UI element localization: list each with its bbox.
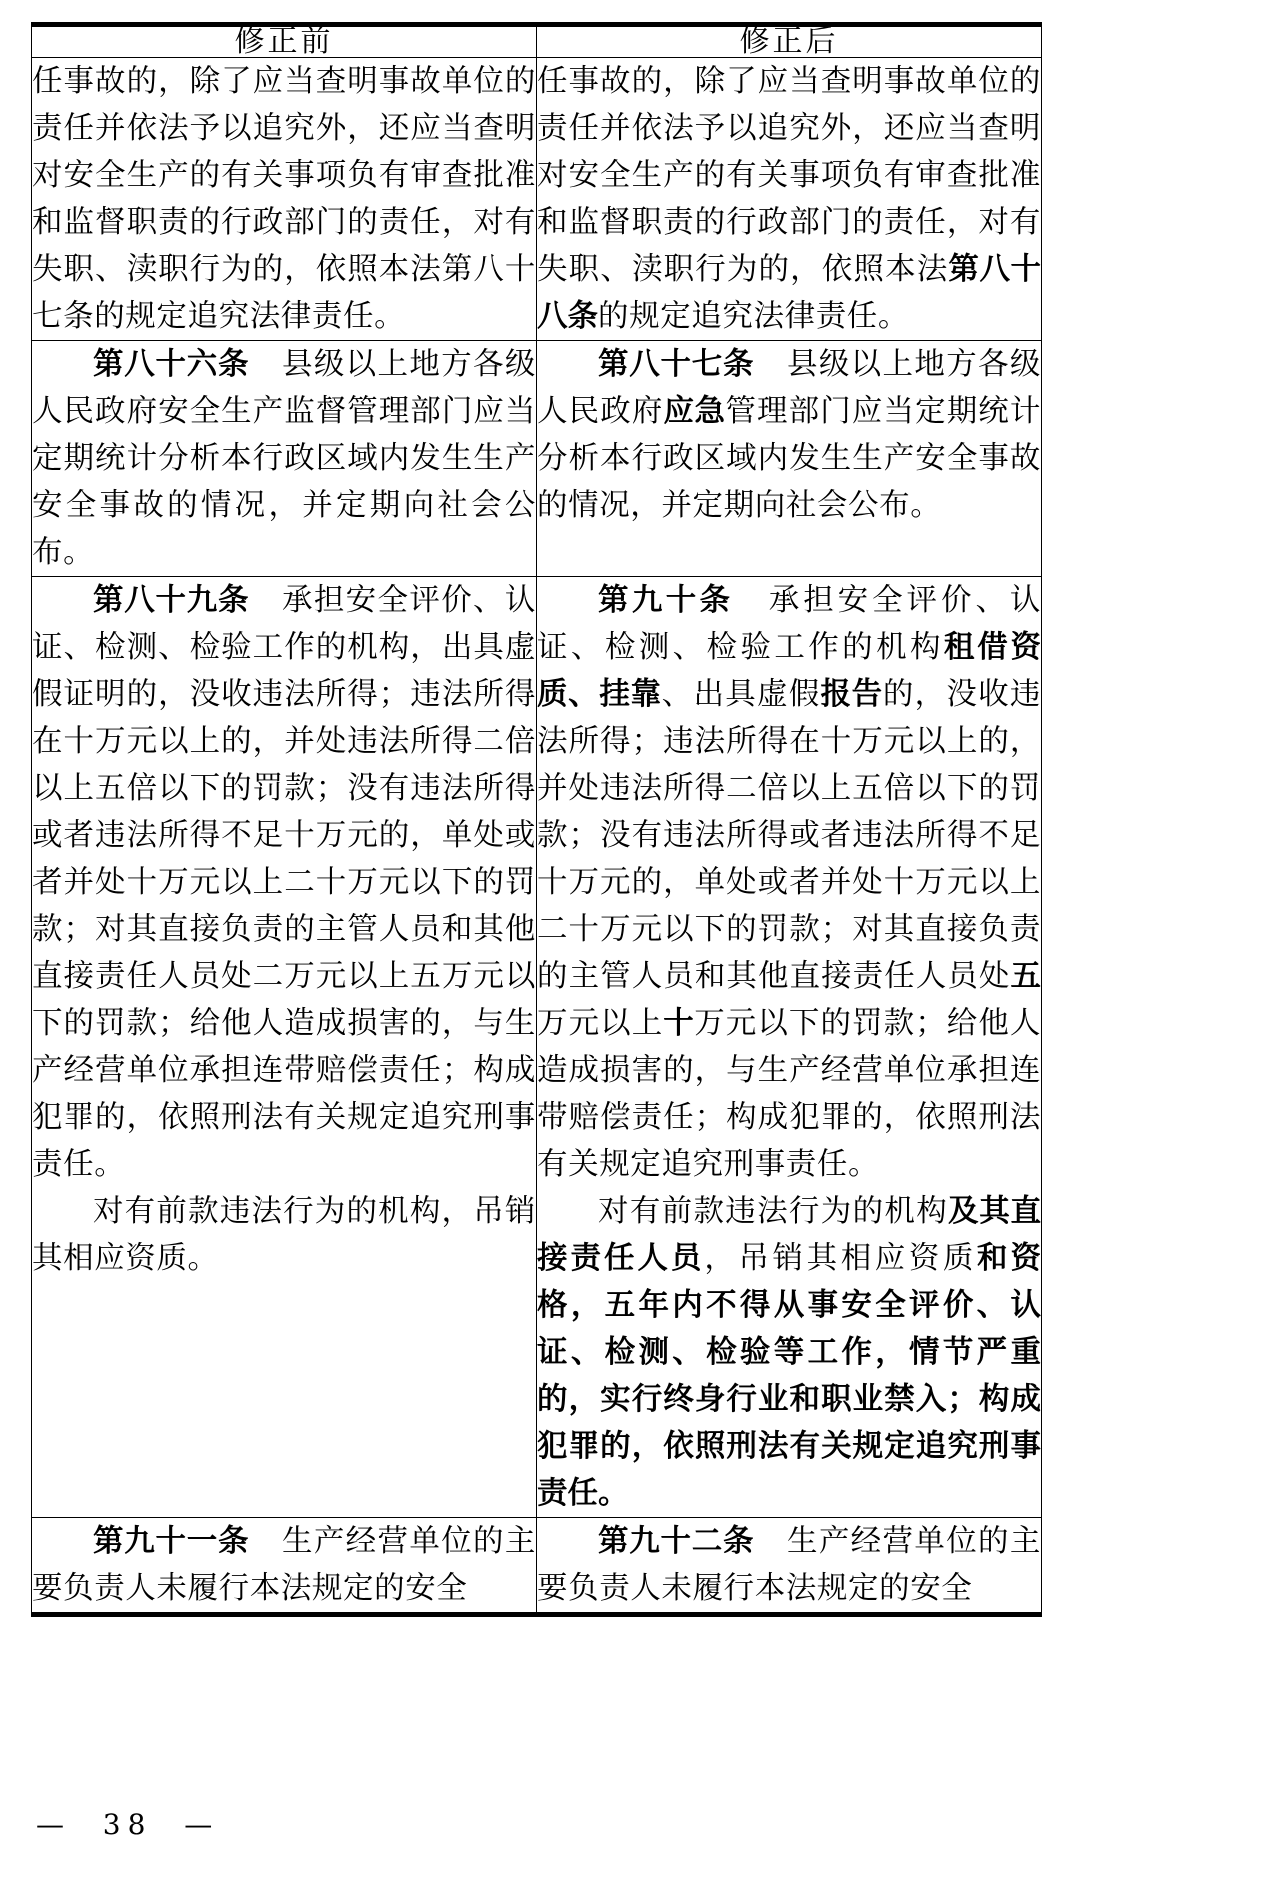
paragraph (537, 341, 1041, 529)
cell-after (537, 1518, 1042, 1615)
paragraph (32, 1188, 536, 1282)
page-folio: — 38 — (36, 1808, 220, 1841)
amendment-comparison-table (31, 22, 1042, 1617)
amended-text: 第八十七条 (598, 347, 755, 382)
table-row (32, 341, 1042, 577)
table-row (32, 577, 1042, 1518)
amended-text: 第九十一条 (93, 1524, 250, 1559)
amended-text: 第八十九条 (93, 583, 250, 618)
cell-before (32, 1518, 537, 1615)
paragraph (32, 577, 536, 1188)
body-text: 生产经营单位的主要负责人未履行本法规定的安全 (537, 1524, 1042, 1606)
body-text: 承担安全评价、认证、检测、检验工作的机构 (537, 583, 1041, 665)
body-text: 、出具虚假 (661, 677, 821, 712)
body-text: 的规定追究法律责任。 (598, 299, 909, 334)
amended-text: 十 (663, 1006, 695, 1041)
paragraph (32, 58, 536, 340)
table-header-row (32, 25, 1042, 58)
body-text: 县级以上地方各级人民政府 (537, 347, 1042, 429)
paragraph (537, 577, 1041, 1188)
amended-text: 第八十六条 (93, 347, 250, 382)
paragraph (537, 1188, 1041, 1517)
table-body (32, 58, 1042, 1615)
cell-after (537, 58, 1042, 341)
amended-text: 第九十二条 (598, 1524, 755, 1559)
amended-text: 五 (1010, 959, 1041, 994)
body-text: 对有前款违法行为的机构，吊销其相应资质。 (32, 1194, 536, 1276)
amended-text: 。 (598, 1476, 629, 1511)
body-text: 承担安全评价、认证、检测、检验工作的机构，出具虚假证明的，没收违法所得；违法所得在十万元以上的，并处违法所得二倍以上五倍以下的罚款；没有违法所得或者违法所得不足十万元的，单处或者并处十万元以上二十万元以下的罚款；对其直接负责的主管人员和其他直接责任人员处二万元以上五万元以下的罚款；给他人造成损害的，与生产经营单位承担连带赔偿责任；构成犯罪的，依照刑法有关规定追究刑事责任。 (32, 583, 537, 1182)
body-text: 万元以下的罚款；给他人造成损害的，与生产经营单位承担连带赔偿责任；构成犯罪的，依照刑法有关规定追究刑事责任。 (537, 1006, 1041, 1182)
table-row (32, 58, 1042, 341)
table-header (32, 25, 1042, 58)
body-text: 的，没收违法所得；违法所得在十万元以上的，并处违法所得二倍以上五倍以下的罚款；没有违法所得或者违法所得不足十万元的，单处或者并处十万元以上二十万元以下的罚款；对其直接负责的主管人员和其他直接责任人员处 (537, 677, 1042, 994)
paragraph (32, 341, 536, 576)
table-row (32, 1518, 1042, 1615)
column-header-before: 修正前 (32, 25, 537, 58)
paragraph (537, 58, 1041, 340)
column-header-after: 修正后 (537, 25, 1042, 58)
body-text: 万元以上 (537, 1006, 664, 1041)
body-text: 县级以上地方各级人民政府安全生产监督管理部门应当定期统计分析本行政区域内发生生产安全事故的情况，并定期向社会公布。 (32, 347, 537, 570)
amended-text: 应急 (663, 394, 726, 429)
amended-text: 第八十八条 (537, 252, 1041, 334)
cell-after (537, 341, 1042, 577)
cell-after (537, 577, 1042, 1518)
cell-before (32, 577, 537, 1518)
paragraph (32, 1518, 536, 1612)
amended-text: 和资格，五年内不得从事安全评价、认证、检测、检验等工作，情节严重的，实行终身行业和职业禁入；构成犯罪的，依照刑法有关规定追究刑事责任 (537, 1241, 1041, 1511)
body-text: 任事故的，除了应当查明事故单位的责任并依法予以追究外，还应当查明对安全生产的有关事项负有审查批准和监督职责的行政部门的责任，对有失职、渎职行为的，依照本法第八十七条的规定追究法律责任。 (32, 64, 536, 334)
body-text: 管理部门应当定期统计分析本行政区域内发生生产安全事故的情况，并定期向社会公布。 (537, 394, 1042, 523)
amended-text: 报告 (820, 677, 883, 712)
paragraph (537, 1518, 1041, 1612)
amended-text: 及其直接责任人员 (537, 1194, 1041, 1276)
body-text: 对有前款违法行为的机构 (598, 1194, 949, 1229)
body-text: 任事故的，除了应当查明事故单位的责任并依法予以追究外，还应当查明对安全生产的有关事项负有审查批准和监督职责的行政部门的责任，对有失职、渎职行为的，依照本法 (537, 64, 1041, 287)
cell-before (32, 58, 537, 341)
amended-text: 租借资质、挂靠 (537, 630, 1042, 712)
amended-text: 第九十条 (598, 583, 734, 618)
body-text: ，吊销其相应资质 (704, 1241, 978, 1276)
body-text: 生产经营单位的主要负责人未履行本法规定的安全 (32, 1524, 537, 1606)
cell-before (32, 341, 537, 577)
